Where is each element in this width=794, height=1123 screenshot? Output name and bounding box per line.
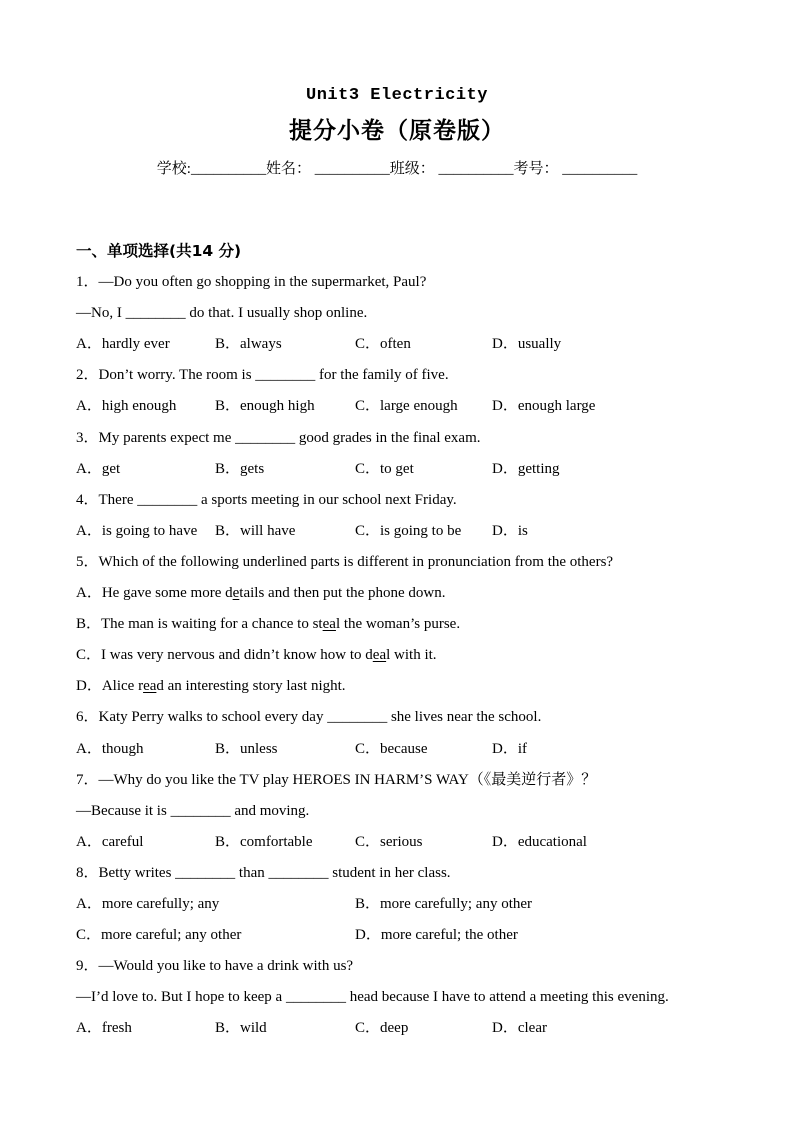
question-section (0, 236, 794, 1044)
text-segment: 7．—Why do you like the TV play HEROES IN HARM’S WAY（《最美逆行者》？ (76, 771, 597, 788)
question-text-line (76, 671, 754, 702)
text-segment: 5．Which of the following underlined parts is different in pronunciation from the others? (76, 553, 614, 570)
question-6 (76, 702, 754, 764)
option-cell: A．hardly ever (76, 336, 170, 353)
option-cell: B．wild (215, 1020, 267, 1037)
question-text-line (76, 578, 754, 609)
option-cell: C．often (355, 336, 411, 353)
option-cell: C．serious (355, 833, 423, 850)
option-cell: B．more carefully; any other (355, 895, 533, 912)
text-segment (76, 616, 460, 632)
option-cell: D．is (492, 522, 528, 539)
question-9 (76, 951, 754, 1044)
question-text-line (76, 796, 754, 827)
question-3 (76, 423, 754, 485)
option-row (76, 1013, 754, 1044)
question-1 (76, 267, 754, 360)
exam-number-label: 考号： (513, 161, 559, 177)
option-cell: A．get (76, 460, 121, 477)
text-part: l with it. (386, 647, 437, 664)
option-row (76, 391, 754, 422)
option-cell: C．more careful; any other (76, 927, 242, 944)
question-7 (76, 765, 754, 858)
option-row (76, 516, 754, 547)
question-2 (76, 360, 754, 422)
text-part: D．Alice r (76, 678, 144, 695)
option-cell: C．to get (355, 460, 414, 477)
question-text-line (76, 702, 754, 733)
text-segment (76, 678, 346, 694)
question-5 (76, 547, 754, 702)
text-part: B．The man is waiting for a chance to st (76, 616, 323, 633)
option-cell: C．is going to be (355, 522, 462, 539)
question-text-line (76, 609, 754, 640)
option-row (76, 454, 754, 485)
option-cell: C．large enough (355, 398, 458, 415)
option-row (76, 889, 754, 920)
question-text-line (76, 267, 754, 298)
option-cell: A．high enough (76, 398, 177, 415)
option-cell: A．though (76, 740, 144, 757)
option-cell: D．getting (492, 460, 560, 477)
student-info-line (0, 158, 794, 180)
school-blank-field: __________ (190, 161, 266, 177)
question-text-line (76, 640, 754, 671)
option-cell: C．deep (355, 1020, 409, 1037)
underlined-letters: ea (322, 616, 336, 633)
name-label: 姓名： (265, 161, 311, 177)
question-list (76, 267, 754, 1044)
question-text-line (76, 858, 754, 889)
option-cell: D．educational (492, 833, 587, 850)
question-4 (76, 485, 754, 547)
option-row (76, 734, 754, 765)
option-cell: B．will have (215, 522, 296, 539)
underlined-letters: ea (143, 678, 157, 695)
document-title-chinese: 提分小卷（原卷版） (289, 118, 505, 144)
text-segment: —Because it is ________ and moving. (76, 802, 310, 819)
option-cell: B．unless (215, 740, 278, 757)
option-cell: D．more careful; the other (355, 927, 518, 944)
question-text-line (76, 765, 754, 796)
question-text-line (76, 485, 754, 516)
option-row (76, 329, 754, 360)
text-segment: 9．—Would you like to have a drink with us? (76, 958, 354, 975)
text-segment: 1．—Do you often go shopping in the supermarket, Paul? (76, 274, 427, 291)
question-text-line (76, 423, 754, 454)
option-cell: B．comfortable (215, 833, 313, 850)
question-text-line (76, 951, 754, 982)
exam-number-blank-field: __________ (558, 161, 638, 177)
text-part: C．I was very nervous and didn’t know how to d (76, 647, 373, 664)
option-cell: D．usually (492, 336, 562, 353)
question-text-line (76, 298, 754, 329)
section-heading: 一、单项选择(共14 分) (76, 242, 242, 260)
name-blank-field: __________ (310, 161, 390, 177)
option-cell: D．clear (492, 1020, 547, 1037)
class-blank-field: __________ (434, 161, 514, 177)
text-part: A．He gave some more d (76, 585, 233, 602)
option-cell: B．always (215, 336, 282, 353)
text-segment: 6．Katy Perry walks to school every day ________ she lives near the school. (76, 709, 542, 726)
text-segment (76, 647, 437, 663)
option-cell: B．gets (215, 460, 265, 477)
option-cell: C．because (355, 740, 428, 757)
text-segment: 3．My parents expect me ________ good grades in the final exam. (76, 429, 481, 446)
document-title-english: Unit3 Electricity (306, 86, 488, 105)
text-segment: —No, I ________ do that. I usually shop online. (76, 305, 368, 322)
option-row (76, 920, 754, 951)
question-text-line (76, 360, 754, 391)
school-label: 学校: (156, 161, 191, 177)
question-8 (76, 858, 754, 951)
text-segment: 4．There ________ a sports meeting in our school next Friday. (76, 491, 457, 508)
text-segment (76, 585, 446, 601)
text-segment: 8．Betty writes ________ than ________ student in her class. (76, 864, 451, 881)
option-cell: D．if (492, 740, 527, 757)
option-cell: A．more carefully; any (76, 895, 220, 912)
text-part: l the woman’s purse. (335, 616, 461, 633)
option-cell: B．enough high (215, 398, 315, 415)
text-segment: 2．Don’t worry. The room is ________ for the family of five. (76, 367, 449, 384)
underlined-letters: ea (372, 647, 387, 664)
underlined-letters: e (232, 585, 240, 602)
question-text-line (76, 547, 754, 578)
class-label: 班级： (389, 161, 435, 177)
option-row (76, 827, 754, 858)
question-text-line (76, 982, 754, 1013)
option-cell: A．careful (76, 833, 144, 850)
text-part: d an interesting story last night. (156, 678, 346, 695)
option-cell: A．is going to have (76, 522, 198, 539)
option-cell: D．enough large (492, 398, 596, 415)
option-cell: A．fresh (76, 1020, 132, 1037)
text-segment: —I’d love to. But I hope to keep a ________ head because I have to attend a meeting this evening. (76, 989, 669, 1006)
text-part: tails and then put the phone down. (239, 585, 446, 602)
